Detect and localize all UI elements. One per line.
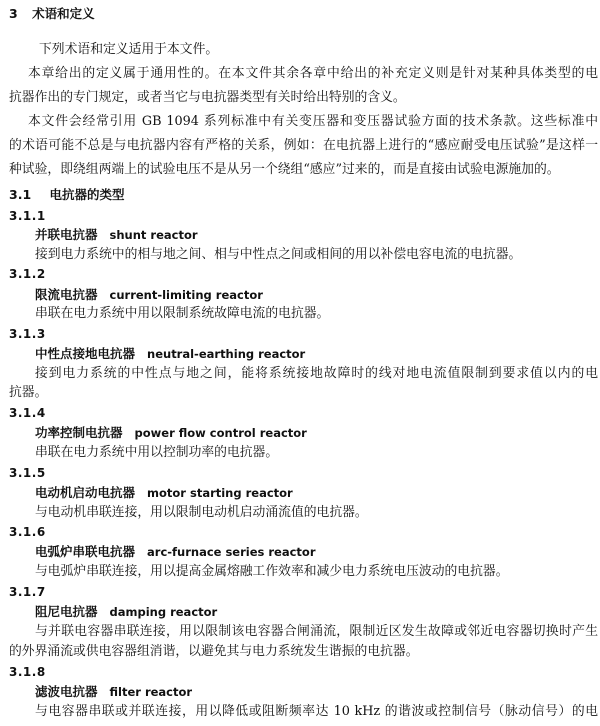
term-name-en: arc-furnace series reactor bbox=[147, 545, 316, 559]
intro-paragraph-3-line-2: 的术语可能不总是与电抗器内容有严格的关系，例如：在电抗器上进行的“感应耐受电压试验”是这样一 bbox=[9, 138, 598, 153]
subsection-heading bbox=[9, 187, 125, 203]
term-name-en: shunt reactor bbox=[109, 228, 198, 242]
term-name-zh: 滤波电抗器 bbox=[35, 684, 98, 699]
term-number: 3.1.3 bbox=[9, 327, 46, 341]
term-number: 3.1.6 bbox=[9, 525, 46, 539]
term-number: 3.1.2 bbox=[9, 267, 46, 281]
term-number: 3.1.7 bbox=[9, 585, 46, 599]
term-name-zh: 并联电抗器 bbox=[35, 227, 98, 242]
term-name-en: neutral-earthing reactor bbox=[147, 347, 306, 361]
section-heading bbox=[9, 6, 95, 22]
intro-paragraph-3-line-3: 种试验，即绕组两端上的试验电压不是从另一个绕组“感应”过来的，而是直接由试验电源施加的。 bbox=[9, 162, 560, 177]
term-number: 3.1.4 bbox=[9, 406, 46, 420]
term-heading bbox=[35, 485, 293, 502]
term-heading bbox=[35, 425, 307, 442]
intro-paragraph-1: 下列术语和定义适用于本文件。 bbox=[39, 42, 219, 57]
intro-paragraph-2-line-1: 本章给出的定义属于通用性的。在本文件其余各章中给出的补充定义则是针对某种具体类型的电 bbox=[28, 66, 598, 81]
term-name-zh: 阻尼电抗器 bbox=[35, 604, 98, 619]
term-heading bbox=[35, 604, 217, 621]
section-number: 3 bbox=[9, 6, 18, 21]
intro-paragraph-3-line-1: 本文件会经常引用 GB 1094 系列标准中有关变压器和变压器试验方面的技术条款。这些标准中 bbox=[28, 114, 598, 129]
term-definition-continued: 的外界涌流或供电容器组消谐，以避免其与电力系统发生谐振的电抗器。 bbox=[9, 644, 419, 659]
subsection-title: 电抗器的类型 bbox=[49, 187, 125, 202]
term-definition: 与电弧炉串联连接，用以提高金属熔融工作效率和减少电力系统电压波动的电抗器。 bbox=[35, 564, 509, 579]
term-name-zh: 限流电抗器 bbox=[35, 287, 98, 302]
term-name-zh: 中性点接地电抗器 bbox=[35, 346, 136, 361]
term-name-en: power flow control reactor bbox=[134, 426, 307, 440]
term-definition: 与并联电容器串联连接，用以限制该电容器合闸涌流，限制近区发生故障或邻近电容器切换时产生 bbox=[35, 624, 598, 639]
term-name-zh: 电弧炉串联电抗器 bbox=[35, 544, 136, 559]
term-number: 3.1.1 bbox=[9, 209, 46, 223]
section-title: 术语和定义 bbox=[32, 6, 95, 21]
term-definition: 与电容器串联或并联连接，用以降低或阻断频率达 10 kHz 的谐波或控制信号（脉动信号）的电 bbox=[35, 704, 598, 719]
term-name-en: current-limiting reactor bbox=[109, 288, 263, 302]
term-definition: 接到电力系统中的相与地之间、相与中性点之间或相间的用以补偿电容电流的电抗器。 bbox=[35, 247, 522, 262]
term-heading bbox=[35, 544, 316, 561]
term-name-zh: 电动机启动电抗器 bbox=[35, 485, 136, 500]
term-number: 3.1.5 bbox=[9, 466, 46, 480]
term-name-en: motor starting reactor bbox=[147, 486, 293, 500]
term-name-en: damping reactor bbox=[109, 605, 218, 619]
term-definition: 串联在电力系统中用以限制系统故障电流的电抗器。 bbox=[35, 306, 330, 321]
term-heading bbox=[35, 287, 263, 304]
term-definition-continued: 抗器。 bbox=[9, 385, 48, 400]
term-definition: 与电动机串联连接，用以限制电动机启动涌流值的电抗器。 bbox=[35, 505, 368, 520]
term-name-zh: 功率控制电抗器 bbox=[35, 425, 123, 440]
intro-paragraph-2-line-2: 抗器作出的专门规定，或者当它与电抗器类型有关时给出特别的含义。 bbox=[9, 90, 406, 105]
term-heading bbox=[35, 684, 192, 701]
term-heading bbox=[35, 346, 305, 363]
term-heading bbox=[35, 227, 198, 244]
term-number: 3.1.8 bbox=[9, 665, 46, 679]
subsection-number: 3.1 bbox=[9, 187, 32, 202]
term-name-en: filter reactor bbox=[109, 685, 193, 699]
term-definition: 串联在电力系统中用以控制功率的电抗器。 bbox=[35, 445, 279, 460]
term-definition: 接到电力系统的中性点与地之间，能将系统接地故障时的线对地电流值限制到要求值以内的电 bbox=[35, 366, 598, 381]
